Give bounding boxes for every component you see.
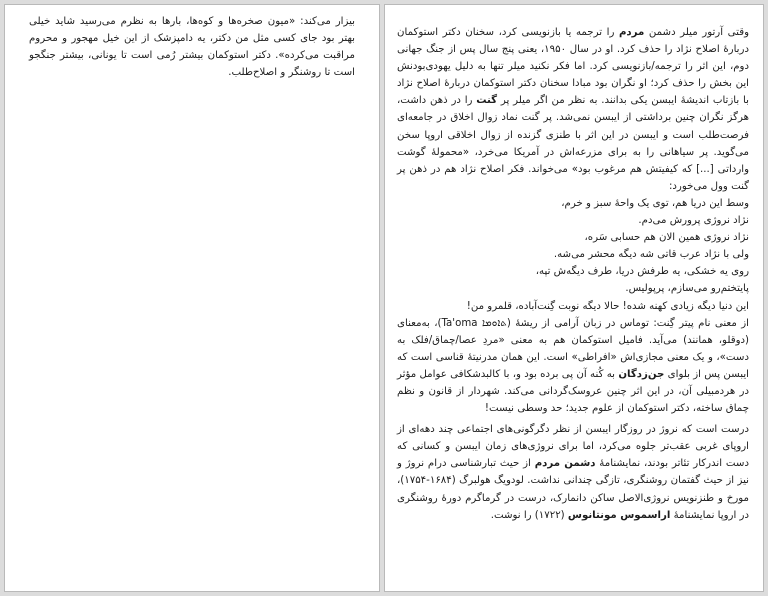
- foreign-term: (Ta'oma ‏ܬܐܘܡܐ): [437, 317, 511, 329]
- text-run: ، به‌معنای (دوقلو، همانند) می‌آید. فامیل استوکمان هم به معنی «مردِ عصا/چماق/فلک به دست»، و یک معنی مجازی‌اش «افراطی» است. این همان مدرنیتهٔ قناسی است که ایبسن پس از بلوای: [397, 317, 750, 380]
- paragraph-3: [397, 421, 749, 524]
- text-run: از معنی نام پیتر گِنت: توماس در زبان آرامی از ریشهٔ: [510, 317, 749, 329]
- paragraph-1: [397, 24, 749, 195]
- right-page: [384, 4, 764, 592]
- poem-line: نژاد نروژی پرورش می‌دم.: [638, 215, 749, 227]
- text-run: (۱۷۲۲) را نوشت.: [490, 509, 568, 521]
- poem-line: این دنیا دیگه زیادی کهنه شده! حالا دیگه نوبت گِنت‌آباده، قلمرو من!: [466, 300, 749, 312]
- bold-term: جن‌زدگان: [618, 368, 665, 380]
- text-run: درست است که نروژ در روزگار ایبسن از نظر دگرگونی‌های اجتماعی چند دهه‌ای از اروپای غربی عقب‌تر جلوه می‌کرد، اما برای نروژی‌های زمان ایبسن و کسانی که دست اندرکار تئاتر بودند، نمایشنامهٔ: [397, 424, 749, 470]
- poem-line: وسط این دریا هم، توی یک واحهٔ سبز و خرم،: [561, 197, 749, 209]
- poem-line: پایتختم‌رو می‌سازم، پرپولیس.: [625, 283, 749, 295]
- bold-term: مردم: [618, 27, 645, 38]
- left-page: [4, 4, 380, 592]
- text-run: را در ذهن داشت، هرگز نگران چنین برداشتی از ایبسن نمی‌شد. پر گنت نماد زوال اخلاق در جامعه‌ای فرصت‌طلب است و ایبسن در این اثر با طنزی گزنده از زوال اخلاقی اروپا سخن می‌گوید. پر سیاهانی را به برای مزرعه‌اش در آمریکا می‌خرد، «محمولهٔ گوشت وارداتی [...] که کیفیتش هم مرغوب بود» می‌خواند. فکر اصلاح نژاد هم در ذهن پر گنت وول می‌خورد:: [397, 95, 749, 192]
- right-page-text: [397, 24, 749, 524]
- text-run: از حیث تبارشناسی درام نروژ و نیز از حیث گفتمان روشنگری، تازگی چندانی نداشت. لودویگ هولبرگ (۱۶۸۴-۱۷۵۴)، مورخ و طنزنویس نروژی‌الاصل ساکن دانمارک، درست در گرماگرم دورهٔ روشنگری در اروپا نمایشنامهٔ: [397, 458, 749, 521]
- poem-line: روی یه خشکی، یه طرفش دریا، طرف دیگه‌ش تپه،: [535, 266, 749, 278]
- bold-term: گنت: [476, 95, 498, 107]
- bold-term: دشمن مردم: [534, 458, 596, 470]
- text-run: وقتی آرتور میلر دشمن: [644, 27, 749, 38]
- text-run: را ترجمه یا بازنویسی کرد، سخنان دکتر استوکمان دربارهٔ اصلاح نژاد را حذف کرد. او در سال ۱۹۵۰، یعنی پنج سال پس از جنگ جهانی دوم، این اثر را ترجمه/بازنویسی کرد. اما فکر نکنید میلر تنها به دلیل یهودی‌بودنش این بخش را حذف کرد؛ او نگران بود مبادا سخنان دکتر استوکمان دربارهٔ اصلاح نژاد با بازتاب اندیشهٔ ایبسن یکی بدانند. به نظر من اگر میلر پر: [397, 27, 749, 107]
- left-page-text: [29, 13, 355, 81]
- left-page-paragraph: بیزار می‌کند: «میون صخره‌ها و کوه‌ها، بارها به نظرم می‌رسید شاید خیلی بهتر بود جای کسی مثل من دکتر، یه دامپزشک از این خیل مهجور و محروم مراقبت می‌کرده». دکتر استوکمان بیشتر رُمی است تا یونانی، بیشتر جنگجو است تا روشنگر و اصلاح‌طلب.: [29, 16, 355, 79]
- paragraph-2: [397, 315, 749, 418]
- poem-line: ولی با نژاد عرب قاتی شه دیگه محشر می‌شه.: [553, 249, 749, 261]
- text-run: به کُنه آن پی برده بود و، با کالبدشکافی عوامل مؤثر در هردمبیلی آن، در این اثر چنین عروسک‌گردانی می‌کند. شهردار از قانون و نظم چماق ساخته، دکتر استوکمان از علوم جدید؛ حد وسطی نیست!: [397, 368, 749, 415]
- poem-line: نژاد نروژی همین الان هم حسابی سَره،: [584, 232, 749, 244]
- bold-term: اراسموس مونتانوس: [567, 509, 671, 521]
